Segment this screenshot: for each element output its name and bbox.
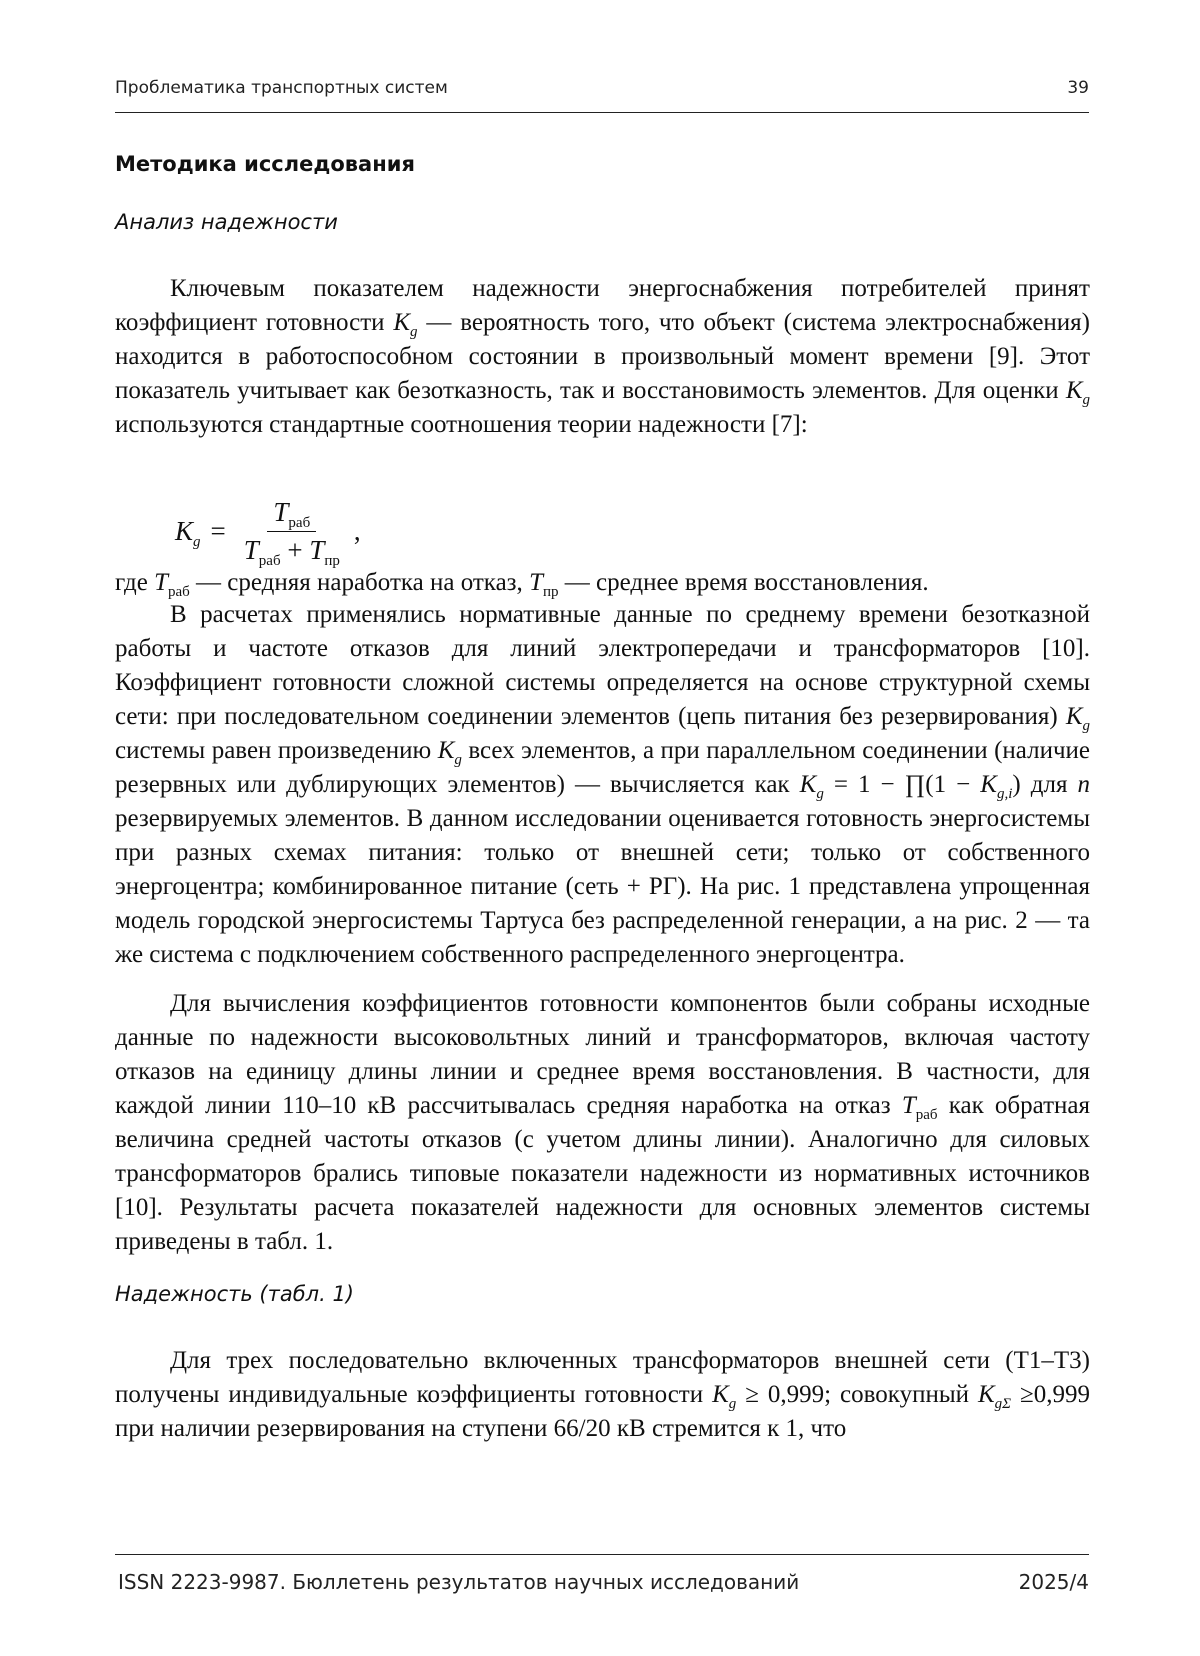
journal-section-title: Проблематика транспортных систем [115,78,448,98]
paragraph-4: Для вычисления коэффициентов готовности компонентов были собраны исходные данные по надежности высоковольтных линий и трансформаторов, включая частоту отказов на единицу длины линии и среднее время восстановления. В частности, для каждой линии 110–10 кВ рассчитывалась средняя наработка на отказ $T_{раб}$ как обратная величина средней частоты отказов (с учетом длины линии). Аналогично для силовых трансформаторов брались типовые показатели надежности из нормативных источников [10]. Результаты расчета показателей надежности для основных элементов системы приведены в табл. 1. [115,990,1091,1255]
running-header [115,78,1089,113]
paragraph-3: В расчетах применялись нормативные данные по среднему времени безотказной работы и частоте отказов для линий электропередачи и трансформаторов [10]. Коэффициент готовности сложной системы определяется на основе структурной схемы сети: при последовательном соединении элементов (цепь питания без резервирования) $K_g$ системы равен произведению $K_g$ всех элементов, а при параллельном соединении (наличие резервных или дублирующих элементов) — вычисляется как $K_g = 1$ − ∏(1 − $K_{g,i}$) для n резервируемых элементов. В данном исследовании оценивается готовность энергосистемы при разных схемах питания: только от внешней сети; только от собственного энергоцентра; комбинированное питание (сеть + РГ). На рис. 1 представлена упрощенная модель городской энергосистемы Тартуса без распределенной генерации, а на рис. 2 — та же система с подключением собственного распределенного энергоцентра. [115,601,1090,968]
issn-line: ISSN 2223-9987. Бюллетень результатов научных исследований [118,1570,800,1594]
subsection-heading-reliability-table: Надежность (табл. 1) [115,1282,354,1306]
section-heading: Методика исследования [115,152,415,176]
availability-formula: $K_g$ = $\frac{T_{раб}}{T_{раб} + T_{пр}}$ , [175,497,361,569]
issue-number: 2025/4 [1018,1570,1089,1594]
paragraph-5: Для трех последовательно включенных трансформаторов внешней сети (T1–T3) получены индивидуальные коэффициенты готовности $K_g \ge 0,999$; совокупный $K_{g\Sigma} \ge 0,999$ при наличии резервирования на ступени 66/20 кВ стремится к 1, что [115,1347,1091,1442]
page-number: 39 [1067,78,1089,98]
paragraph-1: Ключевым показателем надежности энергоснабжения потребителей принят коэффициент готовности $K_g$ — вероятность того, что объект (система электроснабжения) находится в работоспособном состоянии в произвольный момент времени [9]. Этот показатель учитывает как безотказность, так и восстановимость элементов. Для оценки $K_g$ используются стандартные соотношения теории надежности [7]: [115,275,1090,438]
formula-fraction: $\frac{T_{раб}}{T_{раб} + T_{пр}}$ [243,497,340,569]
subsection-heading-reliability-analysis: Анализ надежности [115,210,338,234]
paragraph-2-definitions: где $T_{раб}$ — средняя наработка на отказ, $T_{пр}$ — среднее время восстановления. [115,569,929,600]
footer-divider [115,1554,1089,1555]
